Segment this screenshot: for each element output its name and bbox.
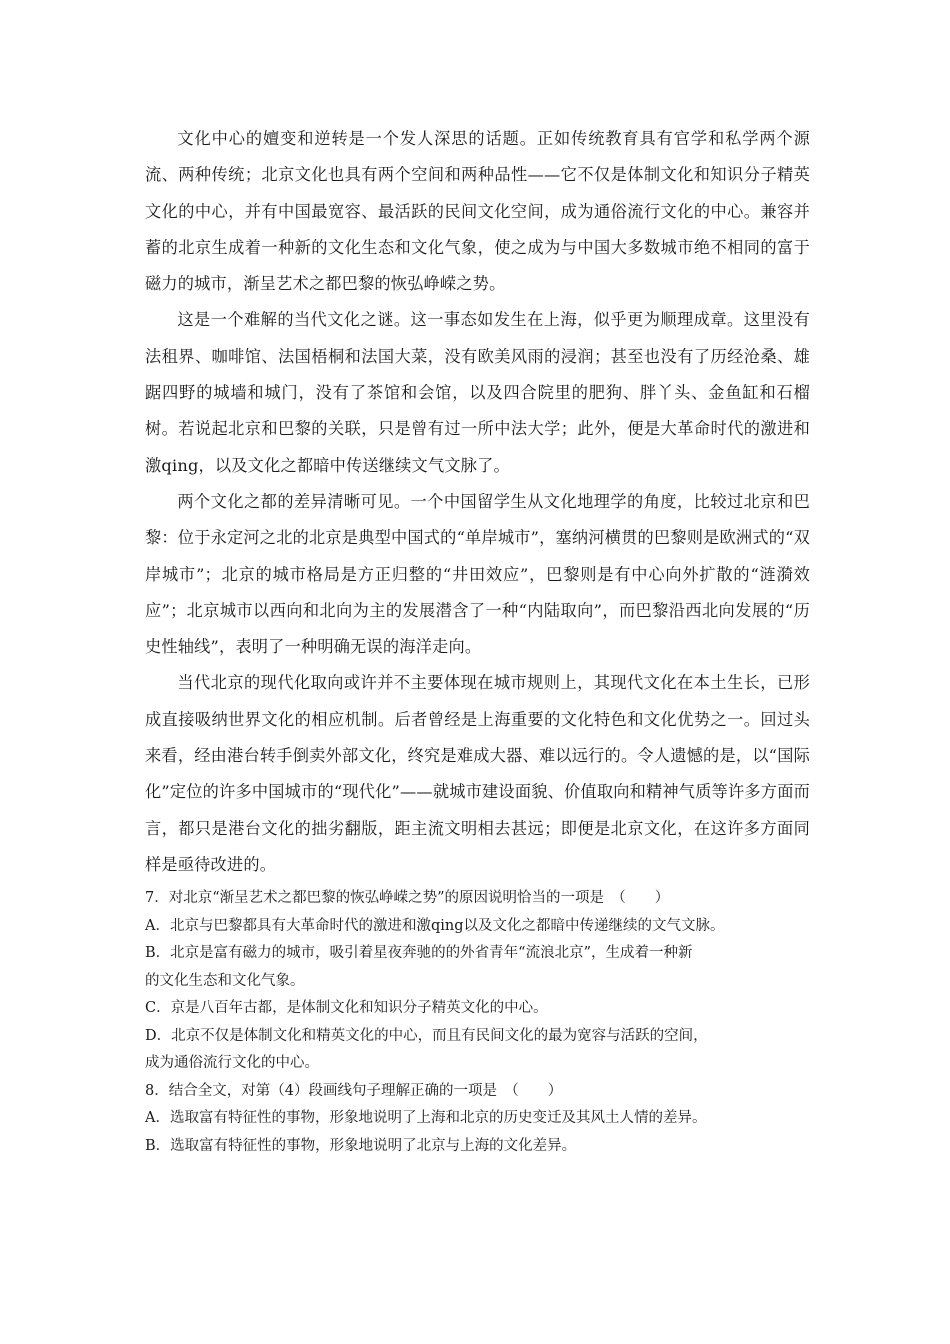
question-7 [145, 885, 810, 1078]
option-b-continued: 的文化生态和文化气象。 [145, 972, 305, 989]
passage-paragraph-3: 两个文化之都的差异清晰可见。一个中国留学生从文化地理学的角度，比较过北京和巴黎：位于永定河之北的北京是典型中国式的“单岸城市”，塞纳河横贯的巴黎则是欧洲式的“双岸城市”；北京的城市格局是方正归整的“井田效应”，巴黎则是有中心向外扩散的“涟漪效应”；北京城市以西向和北向为主的发展潜含了一种“内陆取向”，而巴黎沿西北向发展的“历史性轴线”，表明了一种明确无误的海洋走向。 [145, 491, 810, 657]
questions [145, 885, 810, 1160]
question-stem: 7．对北京“渐呈艺术之都巴黎的恢弘峥嵘之势”的原因说明恰当的一项是 （ ） [145, 890, 670, 907]
passage-paragraph-4: 当代北京的现代化取向或许并不主要体现在城市规则上，其现代文化在本土生长，已形成直接吸纳世界文化的相应机制。后者曾经是上海重要的文化特色和文化优势之一。回过头来看，经由港台转手倒卖外部文化，终究是难成大器、难以远行的。令人遗憾的是，以“国际化”定位的许多中国城市的“现代化”——就城市建设面貌、价值取向和精神气质等许多方面而言，都只是港台文化的拙劣翻版，距主流文明相去甚远；即便是北京文化，在这许多方面同样是亟待改进的。 [145, 673, 810, 874]
option-d: D．北京不仅是体制文化和精英文化的中心，而且有民间文化的最为宽容与活跃的空间， [145, 1027, 708, 1044]
option-b: B．选取富有特征性的事物，形象地说明了北京与上海的文化差异。 [145, 1137, 577, 1154]
option-d-continued: 成为通俗流行文化的中心。 [145, 1055, 319, 1072]
passage [145, 121, 810, 883]
passage-paragraph-2: 这是一个难解的当代文化之谜。这一事态如发生在上海，似乎更为顺理成章。这里没有法租界、咖啡馆、法国梧桐和法国大菜，没有欧美风雨的浸润；甚至也没有了历经沧桑、雄踞四野的城墙和城门，没有了茶馆和会馆，以及四合院里的肥狗、胖丫头、金鱼缸和石榴树。若说起北京和巴黎的关联，只是曾有过一所中法大学；此外，便是大革命时代的激进和激qing，以及文化之都暗中传送继续文气文脉了。 [145, 310, 810, 475]
option-c: C．京是八百年古都，是体制文化和知识分子精英文化的中心。 [145, 1000, 548, 1017]
option-b: B．北京是富有磁力的城市，吸引着星夜奔驰的的外省青年“流浪北京”，生成着一种新 [145, 945, 693, 962]
document-page [145, 121, 810, 1160]
option-a: A．北京与巴黎都具有大革命时代的激进和激qing以及文化之都暗中传递继续的文气文脉。 [145, 917, 725, 934]
passage-paragraph-1: 文化中心的嬗变和逆转是一个发人深思的话题。正如传统教育具有官学和私学两个源流、两种传统；北京文化也具有两个空间和两种品性——它不仅是体制文化和知识分子精英文化的中心，并有中国最宽容、最活跃的民间文化空间，成为通俗流行文化的中心。兼容并蓄的北京生成着一种新的文化生态和文化气象，使之成为与中国大多数城市绝不相同的富于磁力的城市，渐呈艺术之都巴黎的恢弘峥嵘之势。 [145, 129, 810, 294]
question-8 [145, 1078, 810, 1161]
question-stem: 8．结合全文，对第（4）段画线句子理解正确的一项是 （ ） [145, 1082, 563, 1099]
option-a: A．选取富有特征性的事物，形象地说明了上海和北京的历史变迁及其风土人情的差异。 [145, 1110, 707, 1127]
